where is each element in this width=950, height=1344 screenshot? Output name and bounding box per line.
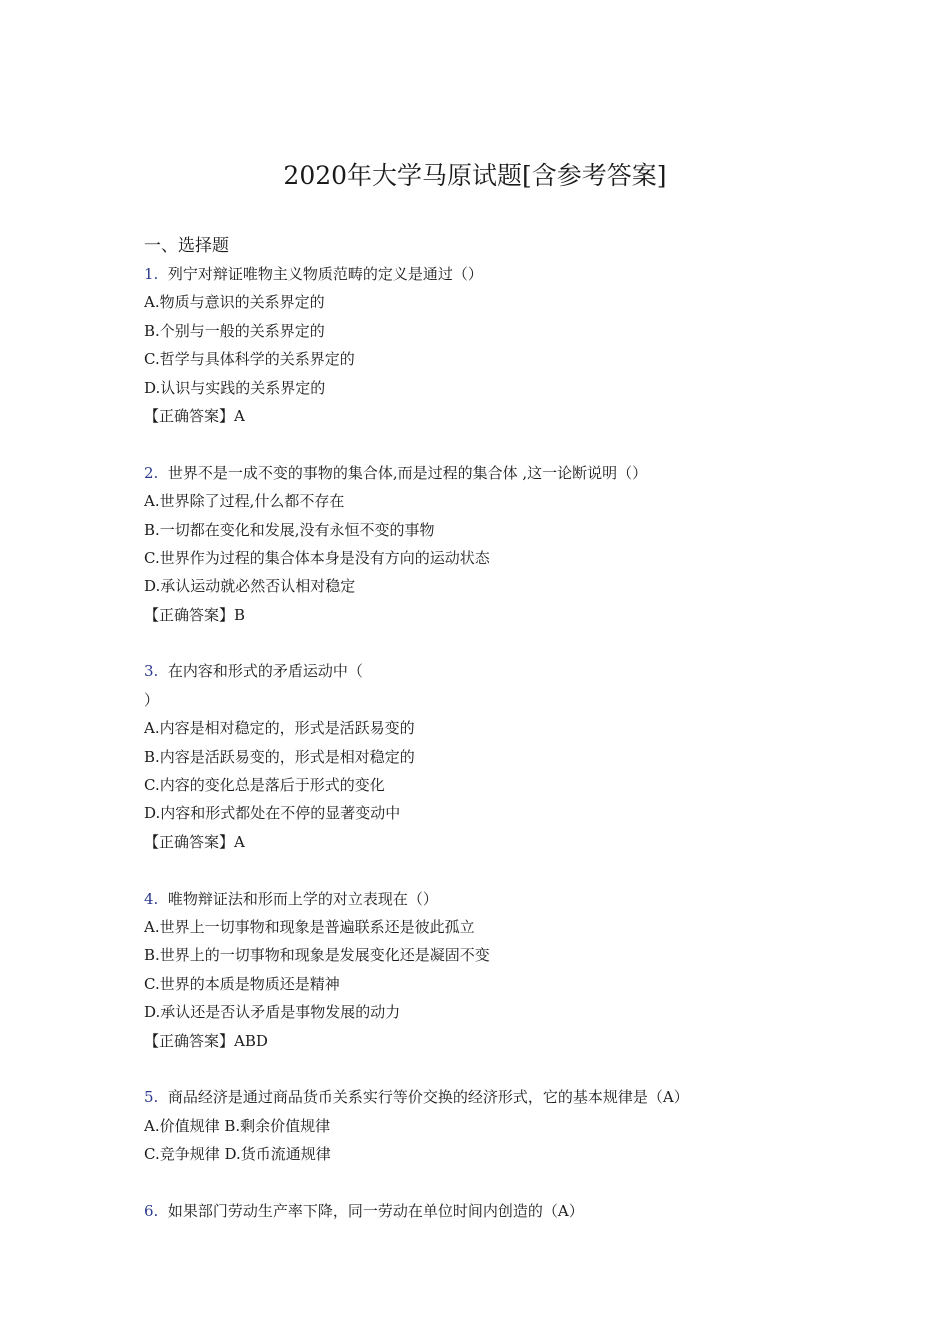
question-6 — [144, 1197, 844, 1225]
answer-value: ABD — [234, 1031, 268, 1050]
answer-line — [144, 1027, 844, 1055]
option-d: D.承认还是否认矛盾是事物发展的动力 — [144, 1003, 401, 1022]
answer-line — [144, 828, 844, 856]
option-c: C.世界的本质是物质还是精神 — [144, 974, 340, 993]
option-b: B.世界上的一切事物和现象是发展变化还是凝固不变 — [144, 946, 490, 965]
option-c: C.哲学与具体科学的关系界定的 — [144, 350, 355, 369]
answer-value: A — [234, 406, 245, 425]
option-a: A.内容是相对稳定的，形式是活跃易变的 — [144, 719, 415, 738]
question-stem — [144, 459, 844, 487]
question-number: 6. — [144, 1201, 159, 1220]
answer-line — [144, 402, 844, 430]
question-text: 唯物辩证法和形而上学的对立表现在（） — [167, 889, 438, 908]
option-b: B.一切都在变化和发展,没有永恒不变的事物 — [144, 520, 435, 539]
answer-line — [144, 601, 844, 629]
question-3 — [144, 657, 844, 856]
option-d: D.认识与实践的关系界定的 — [144, 378, 326, 397]
option-b: B.内容是活跃易变的，形式是相对稳定的 — [144, 747, 415, 766]
question-1 — [144, 260, 844, 430]
question-number: 5. — [144, 1088, 159, 1107]
question-list — [144, 232, 844, 1225]
question-stem — [144, 260, 844, 288]
question-number: 4. — [144, 889, 159, 908]
answer-prefix: 【正确答案】 — [144, 605, 235, 624]
answer-value: B — [234, 605, 246, 624]
section-heading: 一、选择题 — [144, 236, 229, 256]
question-text: 商品经济是通过商品货币关系实行等价交换的经济形式，它的基本规律是（A） — [167, 1088, 689, 1107]
option-c: C.内容的变化总是落后于形式的变化 — [144, 776, 385, 795]
option-a: A.世界除了过程,什么都不存在 — [144, 492, 345, 511]
answer-value: A — [234, 832, 245, 851]
answer-prefix: 【正确答案】 — [144, 1031, 235, 1050]
option-a: A.世界上一切事物和现象是普遍联系还是彼此孤立 — [144, 917, 475, 936]
options-cd: C.竞争规律 D.货币流通规律 — [144, 1145, 331, 1164]
options-ab: A.价值规律 B.剩余价值规律 — [144, 1116, 331, 1135]
question-stem — [144, 1197, 844, 1225]
question-stem — [144, 1083, 844, 1111]
option-a: A.物质与意识的关系界定的 — [144, 293, 325, 312]
question-stem — [144, 657, 844, 685]
question-stem-continuation: ） — [144, 690, 160, 709]
question-text: 世界不是一成不变的事物的集合体,而是过程的集合体 ,这一论断说明（） — [167, 463, 648, 482]
question-number: 1. — [144, 265, 159, 283]
option-b: B.个别与一般的关系界定的 — [144, 321, 325, 340]
question-number: 2. — [144, 463, 159, 482]
question-stem — [144, 885, 844, 913]
question-text: 列宁对辩证唯物主义物质范畴的定义是通过（） — [167, 265, 483, 283]
question-2 — [144, 459, 844, 629]
document-title: 2020年大学马原试题[含参考答案] — [283, 161, 667, 190]
option-d: D.承认运动就必然否认相对稳定 — [144, 577, 356, 596]
question-5 — [144, 1083, 844, 1168]
question-4 — [144, 885, 844, 1055]
option-c: C.世界作为过程的集合体本身是没有方向的运动状态 — [144, 548, 490, 567]
question-text: 如果部门劳动生产率下降，同一劳动在单位时间内创造的（A） — [167, 1201, 584, 1220]
question-number: 3. — [144, 662, 159, 681]
answer-prefix: 【正确答案】 — [144, 406, 235, 425]
question-text: 在内容和形式的矛盾运动中（ — [167, 662, 363, 681]
option-d: D.内容和形式都处在不停的显著变动中 — [144, 804, 401, 823]
answer-prefix: 【正确答案】 — [144, 832, 235, 851]
